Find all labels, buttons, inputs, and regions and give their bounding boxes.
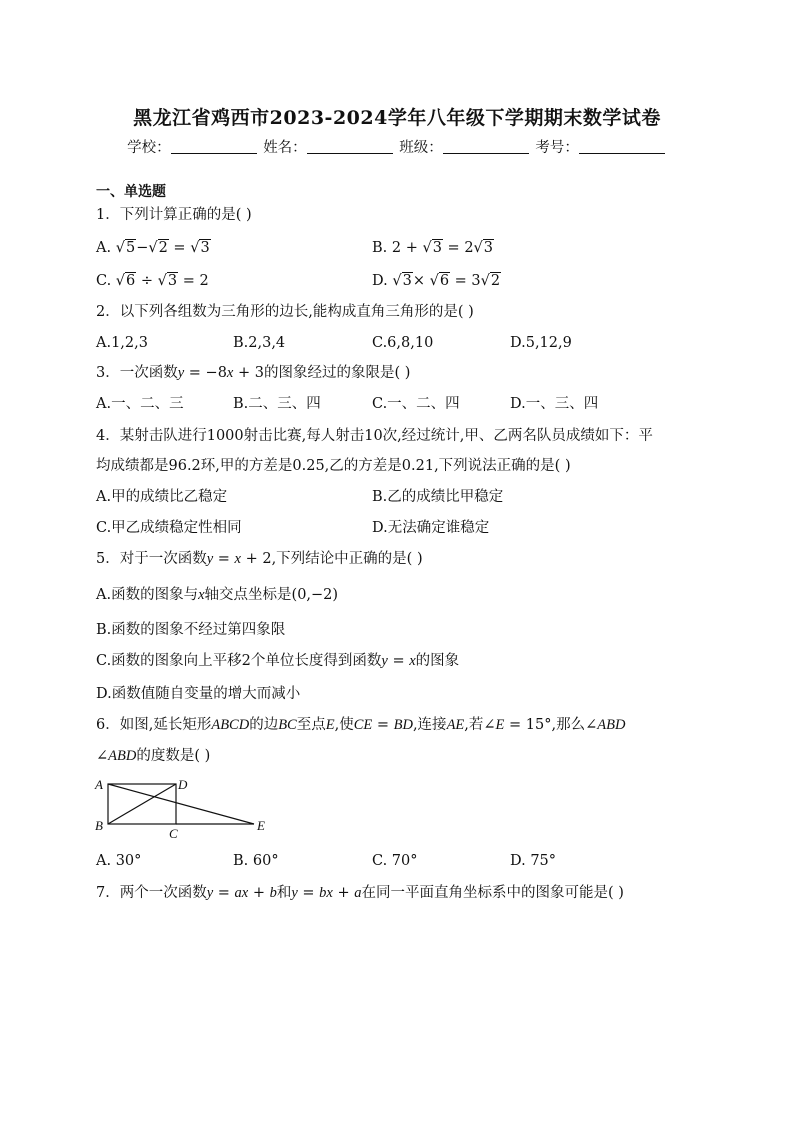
- q2-option-c[interactable]: C.6,8,10: [372, 335, 434, 351]
- question-5-stem: 5．对于一次函数y = x + 2,下列结论中正确的是( ): [96, 551, 423, 567]
- q4-option-b[interactable]: B.乙的成绩比甲稳定: [372, 489, 504, 505]
- q6-option-a[interactable]: A. 30°: [96, 853, 142, 869]
- label-a: A: [95, 777, 103, 792]
- q1-option-b[interactable]: B. 2 + √3 = 2√3: [372, 240, 494, 256]
- q6-option-c[interactable]: C. 70°: [372, 853, 418, 869]
- label-b: B: [95, 818, 103, 833]
- sqrt-sign: √: [148, 240, 158, 256]
- q1-option-a[interactable]: A. √5−√2 = √3: [96, 240, 210, 256]
- question-6-line1: 6．如图,延长矩形ABCD的边BC至点E,使CE = BD,连接AE,若∠E = 15°,那么∠ABD: [96, 717, 626, 733]
- sqrt-sign: √: [392, 273, 402, 289]
- sqrt-sign: √: [429, 273, 439, 289]
- sqrt-sign: √: [473, 240, 483, 256]
- page-title: 黑龙江省鸡西市2023-2024学年八年级下学期期末数学试卷: [133, 107, 661, 129]
- q2-option-a[interactable]: A.1,2,3: [96, 335, 148, 351]
- number-blank[interactable]: [579, 139, 665, 154]
- label-e: E: [257, 818, 265, 833]
- question-2-stem: 2．以下列各组数为三角形的边长,能构成直角三角形的是( ): [96, 304, 474, 320]
- question-1-stem: 1．下列计算正确的是( ): [96, 207, 252, 223]
- student-info-row: [0, 136, 794, 157]
- class-blank[interactable]: [443, 139, 529, 154]
- sqrt-sign: √: [422, 240, 432, 256]
- number-label: 考号：: [535, 140, 579, 156]
- class-label: 班级：: [399, 140, 443, 156]
- sqrt-sign: √: [190, 240, 200, 256]
- label-c: C: [169, 826, 178, 841]
- q3-option-a[interactable]: A.一、二、三: [96, 396, 184, 412]
- q6-option-d[interactable]: D. 75°: [510, 853, 557, 869]
- section-heading: 一、单选题: [96, 184, 166, 200]
- diagonal-bd: [108, 784, 176, 824]
- q5-option-b[interactable]: B.函数的图象不经过第四象限: [96, 622, 286, 638]
- sqrt-sign: √: [157, 273, 167, 289]
- q2-option-d[interactable]: D.5,12,9: [510, 335, 572, 351]
- sqrt-sign: √: [115, 240, 125, 256]
- sqrt-sign: √: [480, 273, 490, 289]
- q1-option-d[interactable]: D. √3× √6 = 3√2: [372, 273, 501, 289]
- q3-option-c[interactable]: C.一、二、四: [372, 396, 460, 412]
- school-blank[interactable]: [171, 139, 257, 154]
- q2-option-b[interactable]: B.2,3,4: [233, 335, 286, 351]
- q4-option-c[interactable]: C.甲乙成绩稳定性相同: [96, 520, 242, 536]
- question-3-stem: 3．一次函数y = −8x + 3的图象经过的象限是( ): [96, 365, 411, 381]
- question-6-line2: ∠ABD的度数是( ): [96, 748, 211, 764]
- rectangle-figure: [94, 776, 274, 842]
- q1-option-c[interactable]: C. √6 ÷ √3 = 2: [96, 273, 209, 289]
- q5-option-a[interactable]: A.函数的图象与x轴交点坐标是(0,−2): [96, 587, 339, 603]
- sqrt-sign: √: [115, 273, 126, 289]
- q4-option-d[interactable]: D.无法确定谁稳定: [372, 520, 490, 536]
- label-d: D: [178, 777, 188, 792]
- school-label: 学校：: [127, 140, 171, 156]
- q3-option-b[interactable]: B.二、三、四: [233, 396, 321, 412]
- question-7-stem: 7．两个一次函数y = ax + b和y = bx + a在同一平面直角坐标系中的图象可能是( ): [96, 885, 624, 901]
- q3-option-d[interactable]: D.一、三、四: [510, 396, 599, 412]
- q6-option-b[interactable]: B. 60°: [233, 853, 279, 869]
- name-blank[interactable]: [307, 139, 393, 154]
- question-4-line2: 均成绩都是96.2环,甲的方差是0.25,乙的方差是0.21,下列说法正确的是( ): [96, 458, 571, 474]
- q5-option-c[interactable]: C.函数的图象向上平移2个单位长度得到函数y = x的图象: [96, 653, 460, 669]
- name-label: 姓名：: [263, 140, 307, 156]
- q4-option-a[interactable]: A.甲的成绩比乙稳定: [96, 489, 228, 505]
- q5-option-d[interactable]: D.函数值随自变量的增大而减小: [96, 686, 301, 702]
- question-4-line1: 4．某射击队进行1000射击比赛,每人射击10次,经过统计,甲、乙两名队员成绩如下：平: [96, 428, 653, 444]
